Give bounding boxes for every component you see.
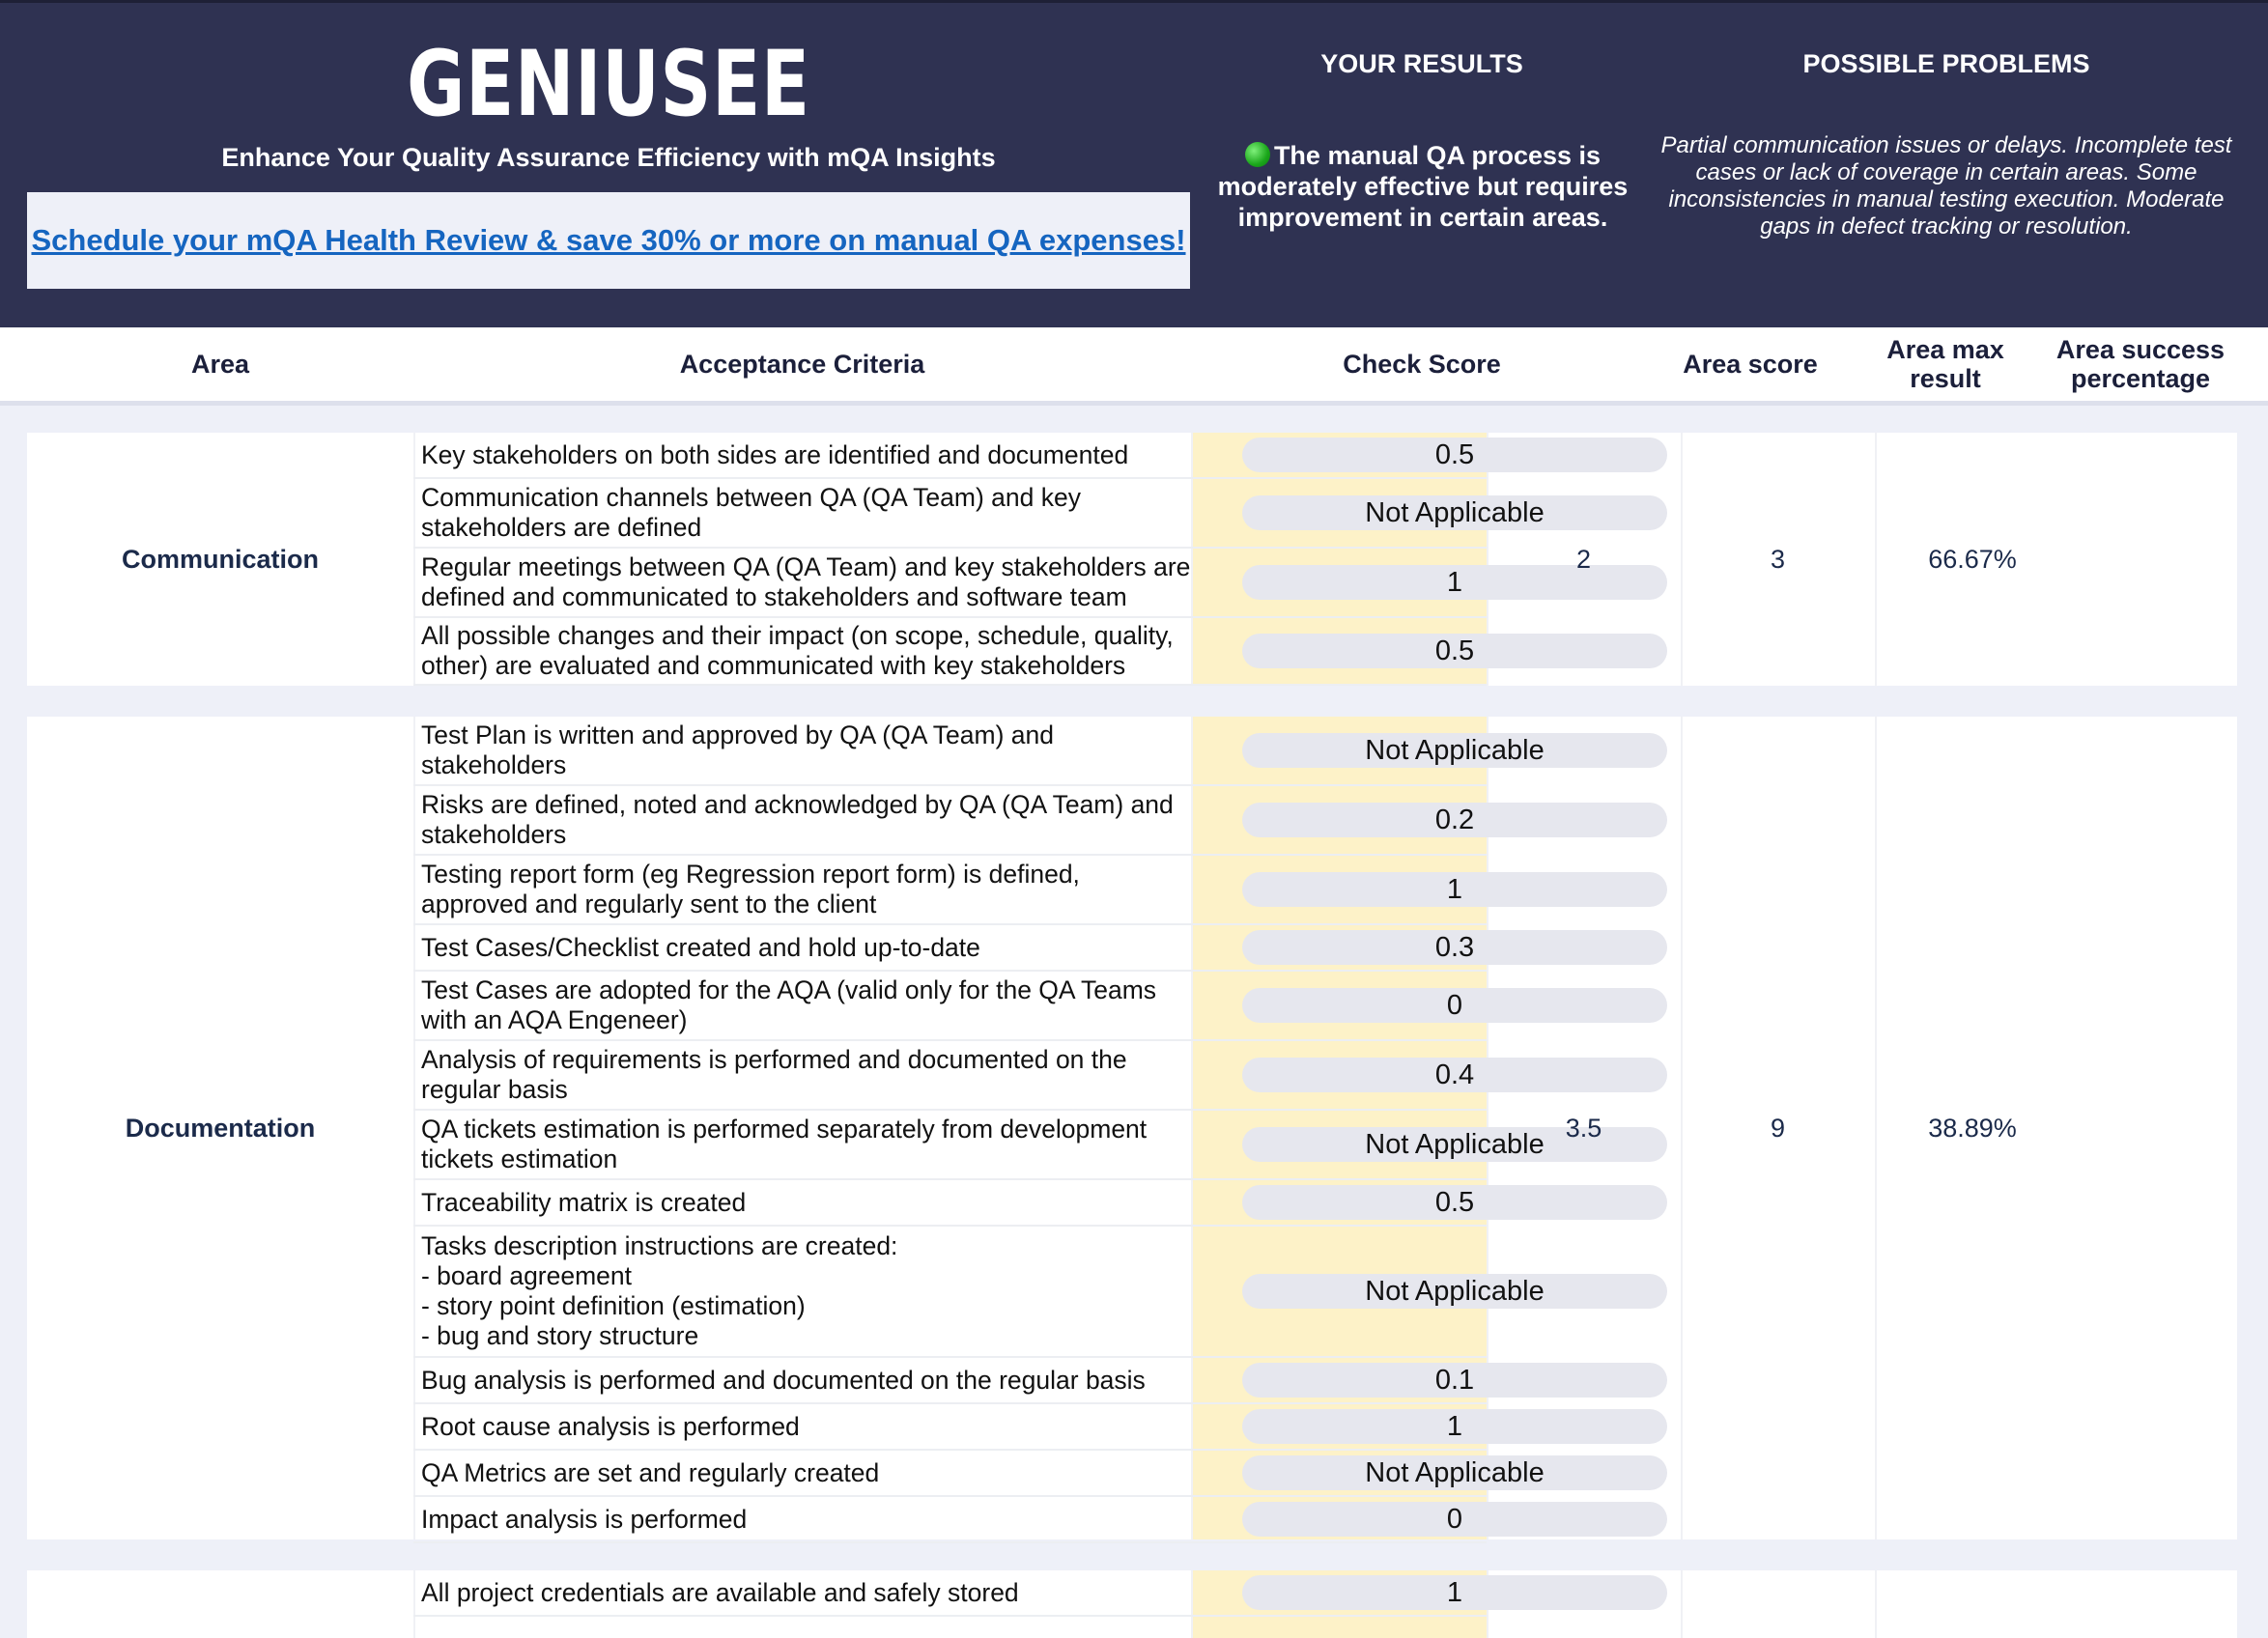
criteria-text: QA tickets estimation is performed separately from development tickets estimation <box>421 1115 1148 1173</box>
check-score-select[interactable]: 1 <box>1242 872 1667 907</box>
criteria-text: Traceability matrix is created <box>421 1187 747 1217</box>
check-score-select[interactable]: 0.3 <box>1242 930 1667 965</box>
area-name: Communication <box>121 544 319 574</box>
criteria-row <box>413 1497 1487 1543</box>
results-summary: The manual QA process is moderately effective but requires improvement in certain areas. <box>1217 141 1629 232</box>
area-pct-value: 38.89% <box>1928 1113 2017 1143</box>
criteria-row <box>413 433 1487 479</box>
criteria-text: Analysis of requirements is performed and documented on the regular basis <box>421 1045 1127 1104</box>
criteria-text: Test Cases are adopted for the AQA (valid only for the QA Teams with an AQA Engeneer) <box>421 975 1157 1034</box>
col-criteria: Acceptance Criteria <box>679 350 925 379</box>
col-check-score: Check Score <box>1343 350 1501 379</box>
tagline: Enhance Your Quality Assurance Efficiency with mQA Insights <box>221 143 996 172</box>
criteria-text: Root cause analysis is performed <box>421 1411 800 1441</box>
schedule-review-link[interactable]: Schedule your mQA Health Review & save 30% or more on manual QA expenses! <box>31 223 1186 257</box>
geniusee-logo: GENIUSEE <box>407 32 810 137</box>
problems-text: Partial communication issues or delays. Incomplete test cases or lack of coverage in certain areas. Some inconsistencies in manual testing execution. Moderate gaps in defect tracking or resolution. <box>1660 132 2232 240</box>
criteria-row <box>413 1358 1487 1404</box>
area-score-value <box>1487 1570 1681 1638</box>
criteria-text: Tasks description instructions are created: - board agreement - story point definition (estimation) - bug and story structure <box>421 1231 898 1350</box>
cta-box <box>27 192 1190 289</box>
col-area: Area <box>190 350 250 379</box>
criteria-row <box>413 925 1487 972</box>
section-documentation <box>27 717 2237 1539</box>
criteria-row <box>413 1404 1487 1451</box>
criteria-row <box>413 717 1545 786</box>
criteria-row <box>413 1451 1545 1497</box>
check-score-select[interactable]: 0.5 <box>1242 1185 1667 1220</box>
check-score-select[interactable]: 1 <box>1242 565 1667 600</box>
check-score-select[interactable]: 1 <box>1242 1409 1667 1444</box>
section-credentials <box>27 1570 2237 1638</box>
area-score-value: 3.5 <box>1565 1113 1602 1143</box>
problems-title: POSSIBLE PROBLEMS <box>1802 49 2090 78</box>
check-score-select[interactable]: Not Applicable <box>1242 495 1667 530</box>
area-pct-value <box>1875 1570 2070 1638</box>
check-score-select[interactable]: Not Applicable <box>1242 1127 1667 1162</box>
criteria-text: Test Cases/Checklist created and hold up-to-date <box>421 932 980 962</box>
criteria-text: Bug analysis is performed and documented on the regular basis <box>421 1365 1146 1395</box>
check-score-select[interactable]: Not Applicable <box>1242 1455 1667 1490</box>
check-score-select[interactable]: 0.5 <box>1242 634 1667 668</box>
col-area-pct: Area success percentage <box>2055 335 2225 393</box>
check-score-select[interactable]: 0.1 <box>1242 1363 1667 1398</box>
check-score-select[interactable]: 0.4 <box>1242 1058 1667 1092</box>
check-score-select[interactable]: Not Applicable <box>1242 1274 1667 1309</box>
criteria-text: Impact analysis is performed <box>421 1504 748 1534</box>
area-score-value: 2 <box>1575 544 1592 574</box>
criteria-text: All possible changes and their impact (on scope, schedule, quality, other) are evaluated and communicated with key stakeholders <box>421 621 1174 680</box>
criteria-text: Regular meetings between QA (QA Team) and key stakeholders are defined and communicated to stakeholders and software team <box>421 552 1191 611</box>
criteria-row <box>413 1180 1487 1227</box>
criteria-row <box>413 972 1487 1041</box>
section-communication <box>27 433 2237 686</box>
results-text <box>1198 140 1648 233</box>
area-name <box>27 1570 413 1638</box>
area-pct-value: 66.67% <box>1928 544 2017 574</box>
area-max-value: 3 <box>1770 544 1786 574</box>
area-name: Documentation <box>125 1113 316 1143</box>
results-title: YOUR RESULTS <box>1320 49 1523 78</box>
check-score-select[interactable]: 1 <box>1242 1575 1667 1610</box>
check-score-select[interactable]: 0.5 <box>1242 438 1667 472</box>
report-header <box>0 0 2268 327</box>
column-header-row <box>0 327 2268 406</box>
criteria-row <box>413 856 1487 925</box>
area-max-value: 9 <box>1770 1113 1786 1143</box>
criteria-text: QA Metrics are set and regularly created <box>421 1457 880 1487</box>
check-score-select[interactable]: 0.2 <box>1242 803 1667 837</box>
criteria-row <box>413 786 1487 856</box>
criteria-row <box>413 549 1487 618</box>
criteria-text: Key stakeholders on both sides are identified and documented <box>421 439 1129 469</box>
criteria-row <box>413 618 1487 686</box>
green-circle-icon <box>1245 142 1270 167</box>
criteria-text: Communication channels between QA (QA Team) and key stakeholders are defined <box>421 483 1081 542</box>
check-score-select[interactable]: 0 <box>1242 988 1667 1023</box>
criteria-row <box>413 479 1545 549</box>
criteria-text: Test Plan is written and approved by QA (QA Team) and stakeholders <box>421 720 1054 779</box>
criteria-row <box>413 1570 1487 1617</box>
col-area-score: Area score <box>1683 350 1818 379</box>
criteria-text: All project credentials are available and safely stored <box>421 1577 1019 1607</box>
area-max-value <box>1681 1570 1875 1638</box>
col-area-max: Area max result <box>1886 335 2004 393</box>
criteria-row <box>413 1041 1487 1111</box>
criteria-row <box>413 1227 1545 1358</box>
check-score-select[interactable]: Not Applicable <box>1242 733 1667 768</box>
criteria-row <box>413 1111 1545 1180</box>
criteria-text: Testing report form (eg Regression report form) is defined, approved and regularly sent to the client <box>421 860 1080 918</box>
check-score-select[interactable]: 0 <box>1242 1502 1667 1537</box>
criteria-text: Risks are defined, noted and acknowledged by QA (QA Team) and stakeholders <box>421 790 1174 849</box>
